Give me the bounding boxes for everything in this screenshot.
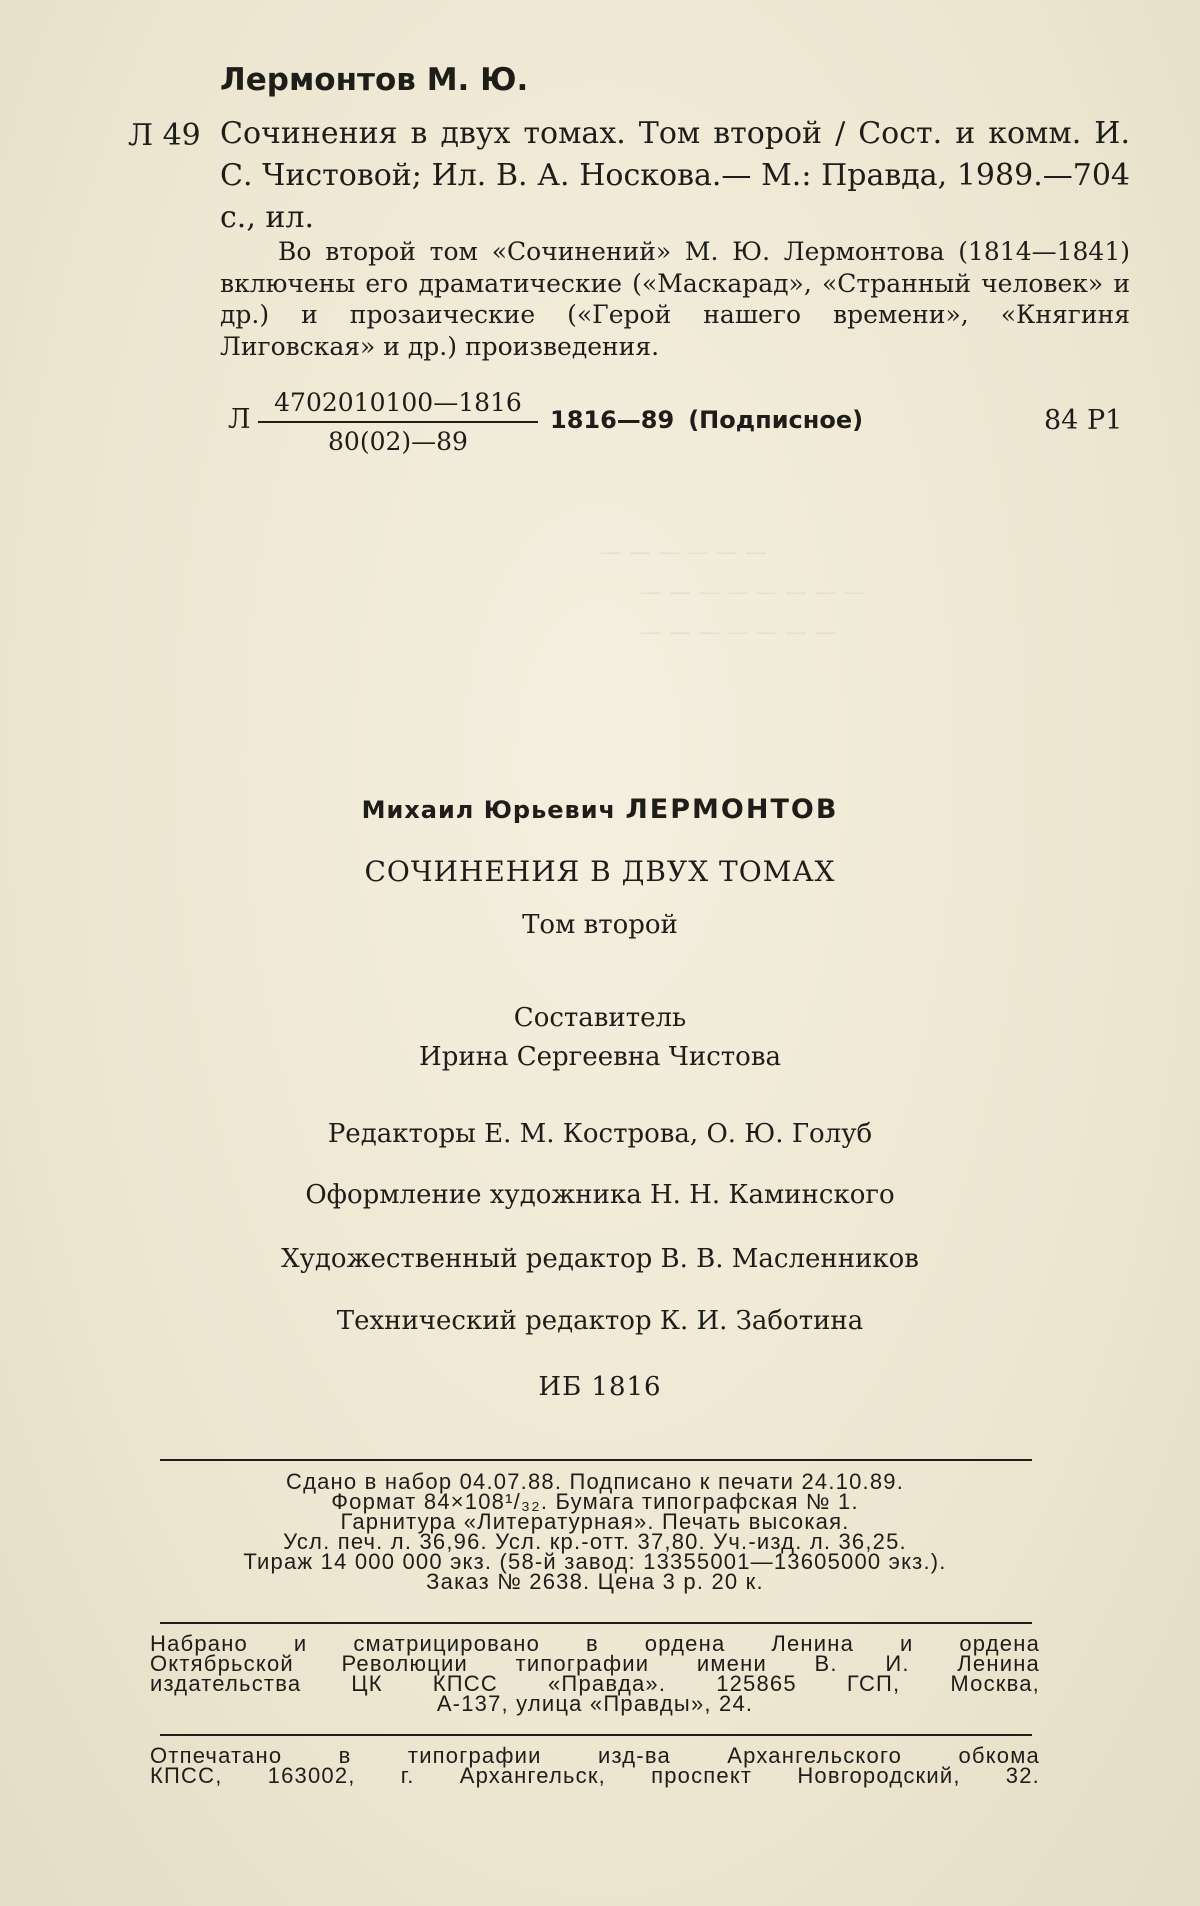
compiler-label: Составитель bbox=[513, 1003, 687, 1033]
colophon-line: Формат 84×108¹/₃₂. Бумага типографская № 1. bbox=[331, 1489, 859, 1514]
design-credit: Оформление художника Н. Н. Каминского bbox=[305, 1180, 895, 1210]
book-title: СОЧИНЕНИЯ В ДВУХ ТОМАХ bbox=[364, 855, 836, 888]
tech-editor-credit: Технический редактор К. И. Заботина bbox=[336, 1306, 864, 1336]
show-through-texture: — — — — — — bbox=[600, 540, 767, 565]
colophon-line: издательства ЦК КПСС «Правда». 125865 ГСП, Москва, bbox=[150, 1671, 1040, 1696]
colophon-line: Усл. печ. л. 36,96. Усл. кр.-отт. 37,80. Уч.-изд. л. 36,25. bbox=[283, 1529, 907, 1554]
colophon-line: Тираж 14 000 000 экз. (58-й завод: 13355001—13605000 экз.). bbox=[243, 1549, 947, 1574]
colophon-line: Сдано в набор 04.07.88. Подписано к печати 24.10.89. bbox=[285, 1469, 905, 1494]
compiler-name: Ирина Сергеевна Чистова bbox=[419, 1042, 781, 1072]
catalog-author: Лермонтов М. Ю. bbox=[220, 62, 529, 98]
colophon-rule-top bbox=[160, 1459, 1032, 1461]
colophon-rule-middle bbox=[160, 1622, 1032, 1624]
classification-letter: Л bbox=[228, 404, 251, 435]
catalog-index: Л 49 bbox=[128, 118, 201, 153]
author-surname: ЛЕРМОНТОВ bbox=[625, 794, 839, 825]
fraction-denominator: 80(02)—89 bbox=[328, 427, 468, 456]
show-through-texture: — — — — — — — bbox=[640, 620, 836, 645]
colophon-line: А-137, улица «Правды», 24. bbox=[436, 1691, 754, 1716]
subscription-note: (Подписное) bbox=[688, 406, 864, 434]
author-given-names: Михаил Юрьевич bbox=[361, 796, 617, 824]
colophon-line: Гарнитура «Литературная». Печать высокая. bbox=[340, 1509, 850, 1534]
classification-number: 1816—89 bbox=[550, 406, 675, 434]
ib-number: ИБ 1816 bbox=[538, 1372, 662, 1402]
title-author bbox=[0, 794, 1200, 825]
art-editor-credit: Художественный редактор В. В. Масленников bbox=[281, 1244, 919, 1274]
fraction-bar bbox=[258, 421, 538, 423]
colophon-rule-bottom bbox=[160, 1734, 1032, 1736]
colophon-line: КПСС, 163002, г. Архангельск, проспект Новгородский, 32. bbox=[150, 1763, 1040, 1788]
catalog-annotation: Во второй том «Сочинений» М. Ю. Лермонтова (1814—1841) включены его драматические («Маскарад», «Странный человек» и др.) и прозаические («Герой нашего времени», «Княгиня Лиговская» и др.) произведения. bbox=[220, 237, 1130, 361]
colophon-line: Отпечатано в типографии изд-ва Архангельского обкома bbox=[150, 1743, 1040, 1768]
colophon-printing bbox=[150, 1743, 1040, 1788]
colophon-typesetting bbox=[150, 1631, 1040, 1716]
classification-number-group bbox=[550, 406, 863, 434]
editors-credit: Редакторы Е. М. Кострова, О. Ю. Голуб bbox=[327, 1119, 873, 1149]
show-through-texture: — — — — — — — — bbox=[640, 580, 865, 605]
colophon-production bbox=[150, 1469, 1040, 1594]
book-volume: Том второй bbox=[522, 910, 678, 940]
colophon-line: Набрано и сматрицировано в ордена Ленина и ордена bbox=[150, 1631, 1040, 1656]
colophon-line: Заказ № 2638. Цена 3 р. 20 к. bbox=[426, 1569, 764, 1594]
classification-code: 84 Р1 bbox=[1044, 405, 1123, 436]
catalog-bib-description: Сочинения в двух томах. Том второй / Сост. и комм. И. С. Чистовой; Ил. В. А. Носкова.— М.: Правда, 1989.—704 с., ил. bbox=[220, 116, 1130, 235]
fraction-numerator: 4702010100—1816 bbox=[274, 388, 522, 417]
classification-fraction bbox=[258, 388, 538, 456]
colophon-line: Октябрьской Революции типографии имени В. И. Ленина bbox=[150, 1651, 1040, 1676]
